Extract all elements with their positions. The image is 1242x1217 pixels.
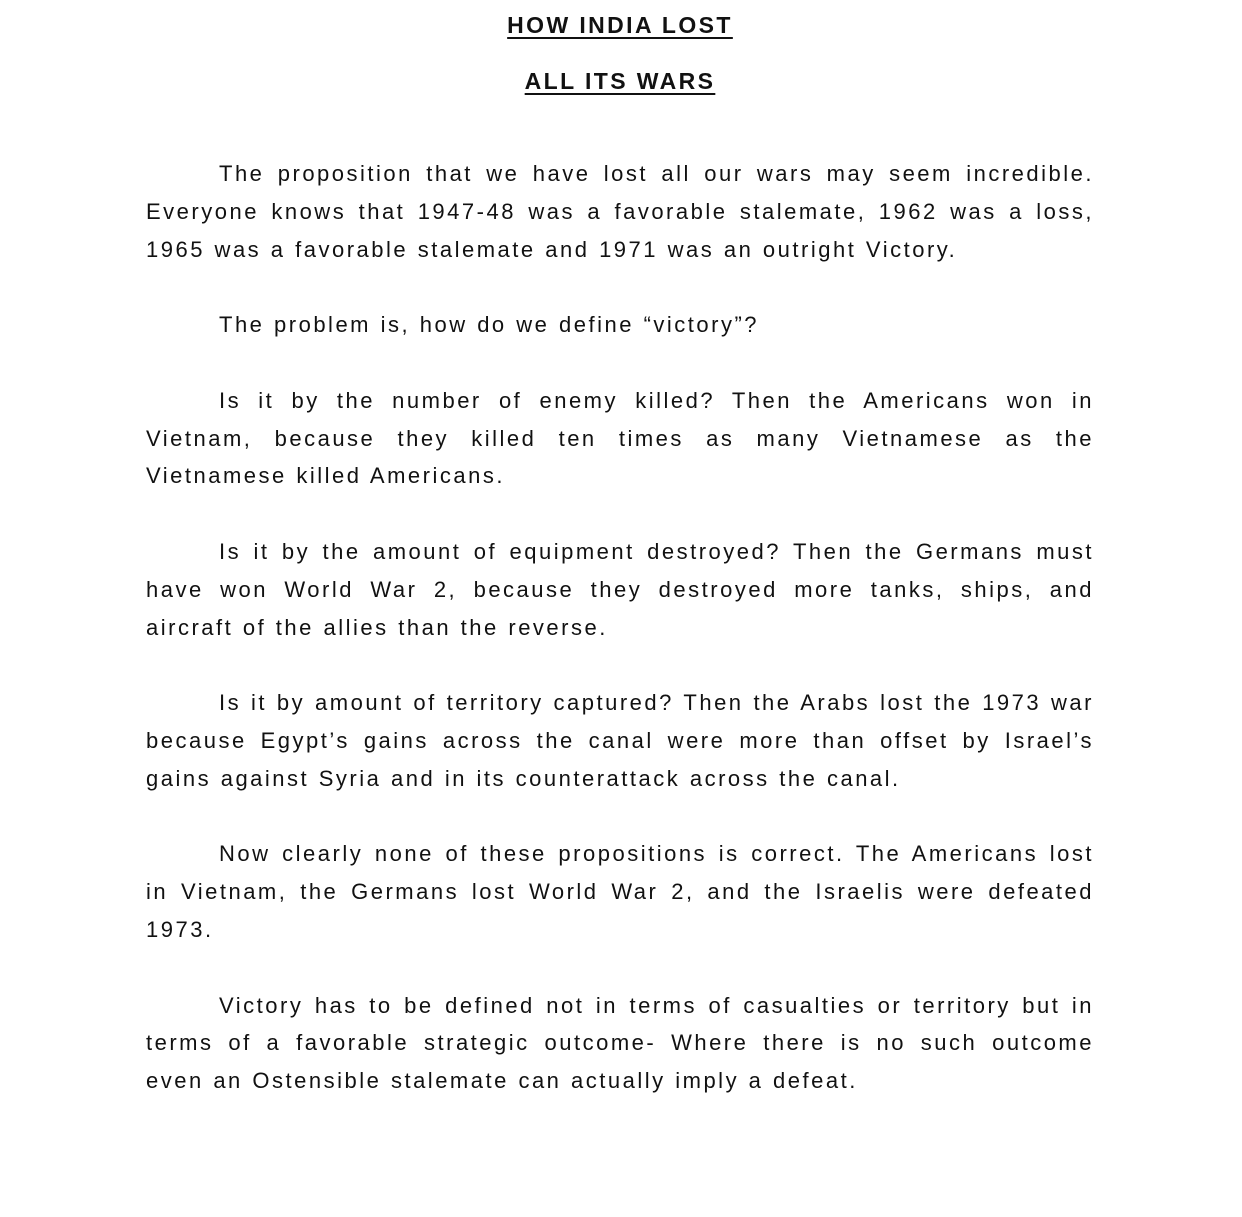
document-title-line-1: HOW INDIA LOST <box>507 12 733 38</box>
document-body <box>146 155 1094 1100</box>
paragraph-4: Is it by the amount of equipment destroyed? Then the Germans must have won World War 2, because they destroyed more tanks, ships, and aircraft of the allies than the reverse. <box>146 538 1094 640</box>
paragraph-7: Victory has to be defined not in terms of casualties or territory but in terms of a favorable strategic outcome- Where there is no such outcome even an Ostensible stalemate can actually imply a defeat. <box>146 992 1094 1094</box>
paragraph-2: The problem is, how do we define “victory”? <box>219 312 760 338</box>
document-page <box>146 0 1094 1138</box>
paragraph-6: Now clearly none of these propositions is correct. The Americans lost in Vietnam, the Germans lost World War 2, and the Israelis were defeated 1973. <box>146 841 1094 942</box>
paragraph-3: Is it by the number of enemy killed? Then the Americans won in Vietnam, because they killed ten times as many Vietnamese as the Vietnamese killed Americans. <box>146 387 1094 489</box>
paragraph-5: Is it by amount of territory captured? Then the Arabs lost the 1973 war because Egypt’s gains across the canal were more than offset by Israel’s gains against Syria and in its counterattack across the canal. <box>146 690 1094 791</box>
document-title-line-2: ALL ITS WARS <box>524 68 716 94</box>
paragraph-1: The proposition that we have lost all our wars may seem incredible. Everyone knows that 1947-48 was a favorable stalemate, 1962 was a loss, 1965 was a favorable stalemate and 1971 was an outright Victory. <box>146 161 1094 262</box>
